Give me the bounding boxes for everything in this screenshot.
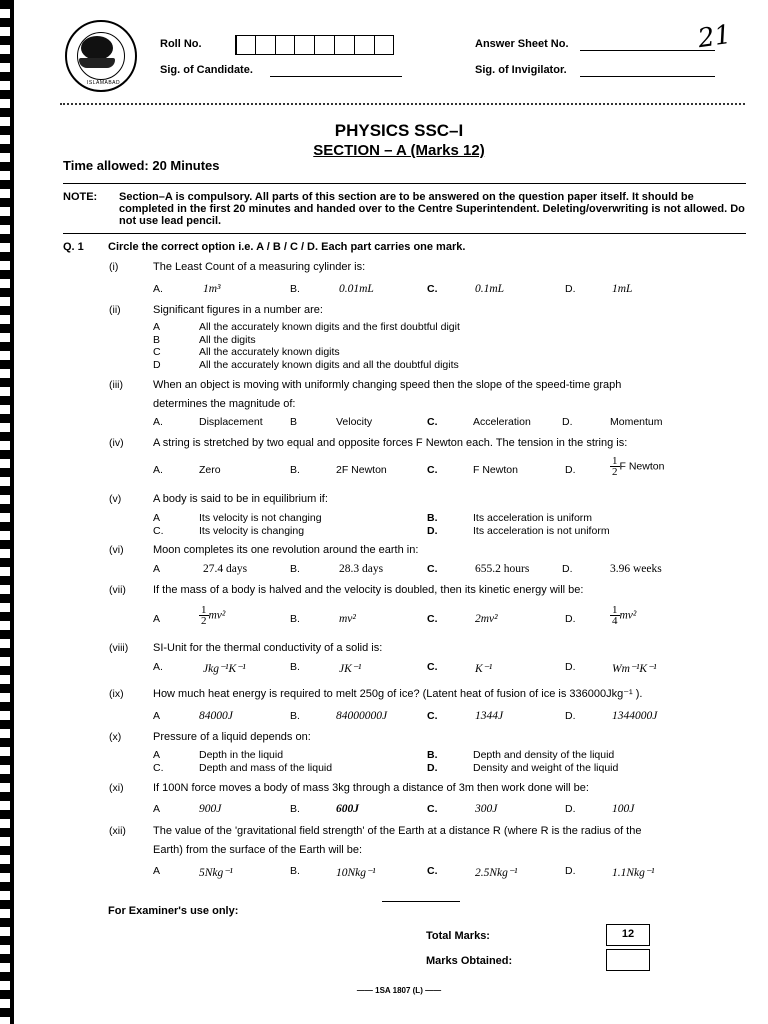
- answer-sheet-line[interactable]: [580, 50, 715, 51]
- q-options: [153, 661, 743, 677]
- option-c[interactable]: 2.5Nkg⁻¹: [475, 867, 518, 879]
- q-number: (ix): [109, 688, 124, 700]
- option-b[interactable]: Its acceleration is uniform: [473, 512, 593, 524]
- option-a[interactable]: Displacement: [199, 416, 263, 428]
- option-d-letter[interactable]: D.: [565, 710, 576, 722]
- option-d[interactable]: Density and weight of the liquid: [473, 761, 619, 774]
- q-number: (vi): [109, 544, 124, 556]
- option-b-letter[interactable]: B.: [290, 464, 300, 476]
- q-text: If the mass of a body is halved and the velocity is doubled, then its kinetic energy will be:: [153, 584, 584, 596]
- option-a[interactable]: A All the accurately known digits and the first doubtful digit: [153, 321, 460, 333]
- sig-candidate-line[interactable]: [270, 76, 402, 77]
- option-a-letter[interactable]: A.: [153, 283, 163, 295]
- option-a[interactable]: Its velocity is not changing: [199, 512, 322, 524]
- option-b[interactable]: B All the digits: [153, 333, 256, 346]
- option-a[interactable]: 84000J: [199, 710, 233, 722]
- answer-sheet-number: 21: [696, 19, 734, 55]
- option-a[interactable]: Zero: [199, 464, 221, 476]
- option-b[interactable]: 28.3 days: [339, 563, 384, 575]
- paper-title: PHYSICS SSC–I: [334, 121, 464, 140]
- q-text: SI-Unit for the thermal conductivity of a solid is:: [153, 642, 383, 654]
- option-b-letter[interactable]: B.: [290, 803, 300, 815]
- q-number: (iv): [109, 437, 124, 449]
- roll-no-boxes[interactable]: [235, 35, 394, 55]
- q-options: [153, 321, 460, 371]
- q-number: (vii): [109, 584, 126, 596]
- option-b[interactable]: 10Nkg⁻¹: [336, 867, 376, 879]
- q-number: (xi): [109, 782, 124, 794]
- q-text: Moon completes its one revolution around the earth in:: [153, 544, 419, 556]
- option-c[interactable]: Depth and mass of the liquid: [199, 761, 333, 774]
- option-c-letter[interactable]: C.: [427, 613, 438, 625]
- option-c[interactable]: 2mv²: [475, 613, 498, 625]
- q-number: (iii): [109, 379, 123, 391]
- q-options: [153, 283, 743, 299]
- option-a-letter[interactable]: A: [153, 710, 161, 722]
- option-d[interactable]: 100J: [612, 803, 635, 815]
- q-options: [153, 865, 743, 881]
- option-c-letter[interactable]: C.: [427, 710, 438, 722]
- note-label: NOTE:: [63, 191, 98, 203]
- q-text: How much heat energy is required to melt 250g of ice? (Latent heat of fusion of ice is 336000Jkg⁻¹ ).: [153, 688, 643, 700]
- option-d-letter[interactable]: D.: [565, 865, 576, 877]
- board-logo: [65, 20, 137, 92]
- option-a-letter[interactable]: A: [153, 865, 161, 877]
- time-allowed: Time allowed: 20 Minutes: [63, 158, 220, 173]
- option-c[interactable]: 655.2 hours: [475, 563, 530, 575]
- option-d-letter[interactable]: D.: [565, 661, 576, 673]
- option-b-letter[interactable]: B.: [290, 283, 300, 295]
- option-d-letter[interactable]: D.: [565, 803, 576, 815]
- option-d[interactable]: 1.1Nkg⁻¹: [612, 867, 655, 879]
- option-c-letter[interactable]: C.: [427, 563, 438, 575]
- total-marks-box: 12: [606, 924, 650, 946]
- option-c-letter[interactable]: C.: [427, 416, 438, 428]
- q-text: The value of the 'gravitational field strength' of the Earth at a distance R (where R is the radius of the Earth) from the surface of the Earth will be:: [153, 825, 642, 856]
- marks-obtained-label: Marks Obtained:: [426, 955, 513, 967]
- q-options: [153, 563, 743, 579]
- option-d-letter[interactable]: D.: [565, 464, 576, 476]
- q-text: The Least Count of a measuring cylinder is:: [153, 261, 366, 273]
- option-b[interactable]: 0.01mL: [339, 283, 374, 295]
- q-options: A Its velocity is not changing B. Its acceleration is uniform C. Its velocity is changing D. Its acceleration is not uniform: [153, 512, 610, 537]
- q-options: A Depth in the liquid B. Depth and density of the liquid C. Depth and mass of the liquid D. Density and weight of the liquid: [153, 749, 619, 774]
- q-text: When an object is moving with uniformly changing speed then the slope of the speed-time graph determines the magnitude of:: [153, 379, 622, 410]
- option-c-letter[interactable]: C.: [427, 661, 438, 673]
- q-options: [153, 455, 743, 480]
- option-a-letter[interactable]: A.: [153, 464, 163, 476]
- q-number: (viii): [109, 642, 129, 654]
- option-c-letter[interactable]: C.: [427, 283, 438, 295]
- q-text: Significant figures in a number are:: [153, 304, 323, 316]
- option-d[interactable]: Its acceleration is not uniform: [473, 524, 610, 537]
- option-b[interactable]: Depth and density of the liquid: [473, 749, 615, 761]
- q-number: (i): [109, 261, 119, 273]
- q-options: [153, 416, 743, 432]
- option-c-letter[interactable]: C.: [427, 803, 438, 815]
- option-d[interactable]: 3.96 weeks: [610, 563, 662, 575]
- note-text: Section–A is compulsory. All parts of this section are to be answered on the question paper itself. It should be completed in the first 20 minutes and handed over to the Centre Superintendent. Deleting/overwriting is not allowed. Do not use lead pencil.: [119, 191, 745, 227]
- q-number: (x): [109, 731, 122, 743]
- option-c[interactable]: 0.1mL: [475, 283, 505, 295]
- option-b[interactable]: 600J: [336, 803, 359, 815]
- option-d-letter[interactable]: D.: [562, 563, 573, 575]
- paper-code: —— 1SA 1807 (L) ——: [356, 986, 442, 995]
- option-c[interactable]: 1344J: [475, 710, 504, 722]
- option-c[interactable]: C All the accurately known digits: [153, 346, 340, 358]
- logo-text: ISLAMABAD: [87, 80, 121, 86]
- option-a-letter[interactable]: A: [153, 563, 161, 575]
- option-d[interactable]: $\frac{1}{2}$ F Newton: [612, 455, 665, 478]
- option-d-letter[interactable]: D.: [565, 613, 576, 625]
- option-d[interactable]: 1mL: [612, 283, 633, 295]
- option-d[interactable]: Wm⁻¹K⁻¹: [612, 663, 657, 675]
- option-a-letter[interactable]: A: [153, 613, 161, 625]
- option-c-letter[interactable]: C.: [427, 865, 438, 877]
- option-a[interactable]: 900J: [199, 803, 222, 815]
- q-text: A string is stretched by two equal and opposite forces F Newton each. The tension in the string is:: [153, 437, 628, 449]
- q1-instruction: Circle the correct option i.e. A / B / C / D. Each part carries one mark.: [108, 241, 466, 253]
- total-marks-label: Total Marks:: [426, 930, 490, 942]
- option-c[interactable]: Its velocity is changing: [199, 524, 305, 537]
- examiner-line: [382, 901, 460, 902]
- q-options: [153, 803, 743, 819]
- option-a[interactable]: Depth in the liquid: [199, 749, 284, 761]
- option-a[interactable]: Jkg⁻¹K⁻¹: [203, 663, 246, 675]
- q-options: [153, 710, 743, 726]
- q-number: (ii): [109, 304, 121, 316]
- option-b-letter[interactable]: B.: [290, 563, 300, 575]
- option-d-letter[interactable]: D.: [565, 283, 576, 295]
- option-b-letter[interactable]: B.: [290, 710, 300, 722]
- q-text: If 100N force moves a body of mass 3kg through a distance of 3m then work done will be:: [153, 782, 589, 794]
- option-a[interactable]: $\frac{1}{2}$ mv²: [201, 604, 226, 627]
- answer-sheet-label: Answer Sheet No.: [475, 38, 569, 50]
- option-b[interactable]: 84000000J: [336, 710, 388, 722]
- option-a-letter[interactable]: A: [153, 803, 161, 815]
- exam-page: [30, 0, 768, 1024]
- option-d[interactable]: Momentum: [610, 416, 663, 428]
- option-a[interactable]: 1m³: [203, 283, 221, 295]
- option-a-letter[interactable]: A.: [153, 416, 163, 428]
- sig-candidate-label: Sig. of Candidate.: [160, 64, 253, 76]
- q-text: Pressure of a liquid depends on:: [153, 731, 311, 743]
- option-a-letter[interactable]: A.: [153, 661, 163, 673]
- option-b[interactable]: 2F Newton: [336, 464, 387, 476]
- q-text: A body is said to be in equilibrium if:: [153, 493, 328, 505]
- q-number: (xii): [109, 825, 126, 837]
- option-d[interactable]: D All the accurately known digits and all the doubtful digits: [153, 358, 459, 371]
- sig-invigilator-label: Sig. of Invigilator.: [475, 64, 567, 76]
- option-b[interactable]: Velocity: [336, 416, 373, 428]
- option-c[interactable]: 300J: [475, 803, 498, 815]
- option-c[interactable]: K⁻¹: [475, 663, 493, 675]
- option-b[interactable]: mv²: [339, 613, 356, 625]
- option-a[interactable]: 5Nkg⁻¹: [199, 867, 233, 879]
- option-c[interactable]: F Newton: [473, 464, 518, 476]
- sig-invigilator-line[interactable]: [580, 76, 715, 77]
- q-options: [153, 604, 743, 629]
- note-rule: [63, 233, 746, 234]
- option-b-letter[interactable]: B: [290, 416, 298, 428]
- examiner-label: For Examiner's use only:: [108, 905, 239, 917]
- option-b-letter[interactable]: B.: [290, 661, 300, 673]
- option-d-letter[interactable]: D.: [562, 416, 573, 428]
- q-number: (v): [109, 493, 122, 505]
- dotted-divider: [60, 103, 745, 105]
- option-d[interactable]: $\frac{1}{4}$ mv²: [612, 604, 637, 627]
- option-b-letter[interactable]: B.: [290, 613, 300, 625]
- section-title: SECTION – A (Marks 12): [313, 142, 485, 159]
- option-c[interactable]: Acceleration: [473, 416, 531, 428]
- q1-label: Q. 1: [63, 241, 84, 253]
- option-d[interactable]: 1344000J: [612, 710, 658, 722]
- marks-obtained-box[interactable]: [606, 949, 650, 971]
- binding-strip: [0, 0, 14, 1024]
- option-b-letter[interactable]: B.: [290, 865, 300, 877]
- top-rule: [63, 183, 746, 184]
- option-c-letter[interactable]: C.: [427, 464, 438, 476]
- option-b[interactable]: JK⁻¹: [339, 663, 362, 675]
- roll-no-label: Roll No.: [160, 38, 202, 50]
- option-a[interactable]: 27.4 days: [203, 563, 248, 575]
